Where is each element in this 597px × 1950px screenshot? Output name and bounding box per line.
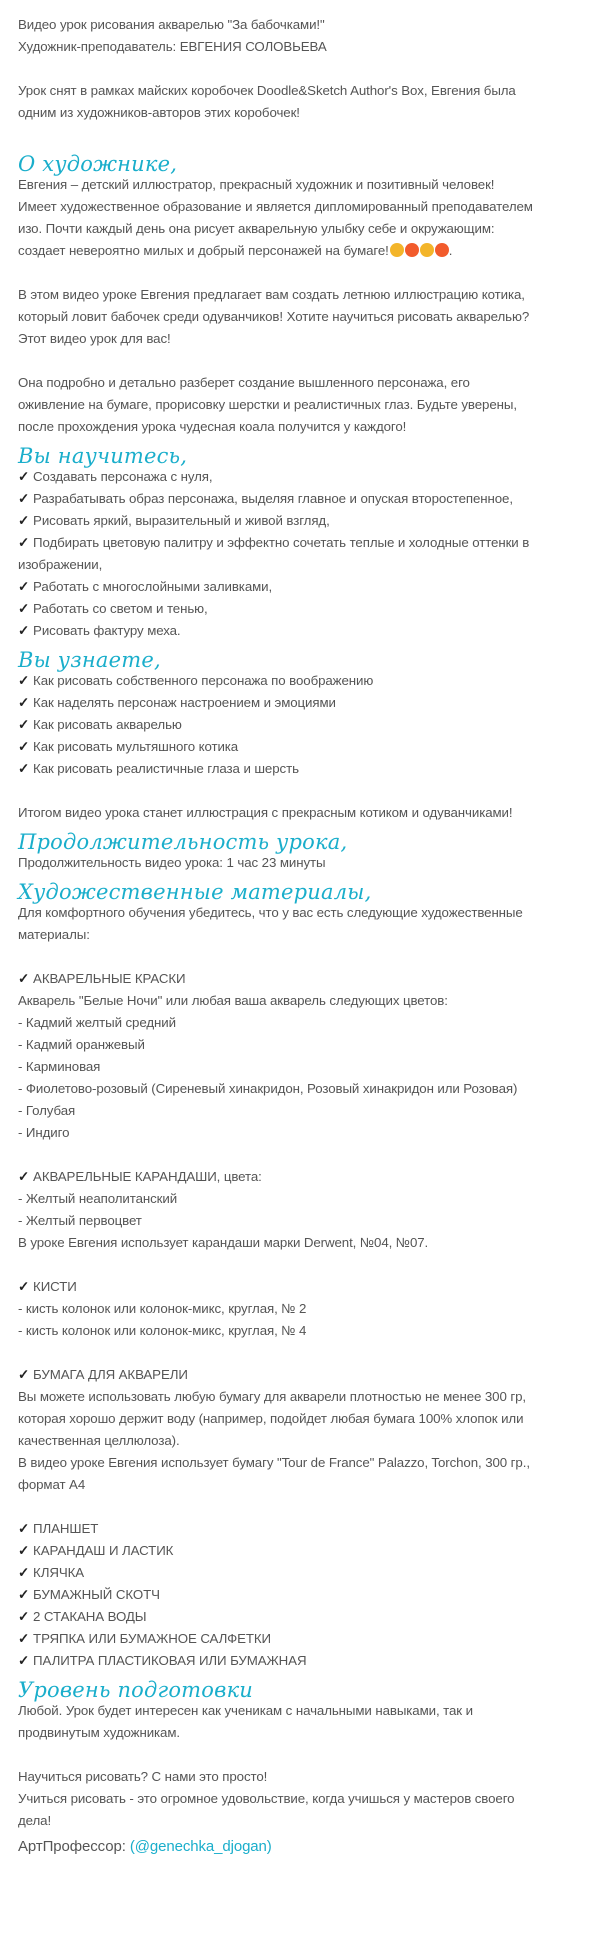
paint-color: - Голубая [18, 1103, 76, 1118]
other-material-text: 2 СТАКАНА ВОДЫ [33, 1609, 147, 1624]
know-item [18, 714, 581, 736]
paper-title [18, 1364, 581, 1386]
learn-item [18, 620, 581, 642]
paper-title-text: БУМАГА ДЛЯ АКВАРЕЛИ [33, 1367, 188, 1382]
about-para2: Этот видео урок для вас! [18, 331, 171, 346]
about-para3: оживление на бумаге, прорисовку шерстки и реалистичных глаз. Будьте уверены, [18, 397, 517, 412]
duration-text: Продолжительность видео урока: 1 час 23 минуты [18, 855, 326, 870]
check-icon: ✓ [18, 491, 30, 506]
paper-line: В видео уроке Евгения использует бумагу "Tour de France" Palazzo, Torchon, 300 гр., [18, 1455, 530, 1470]
check-icon: ✓ [18, 695, 30, 710]
check-icon: ✓ [18, 1587, 30, 1602]
paper-line: формат А4 [18, 1477, 86, 1492]
check-icon: ✓ [18, 1543, 30, 1558]
check-icon: ✓ [18, 601, 30, 616]
heart-eyes-icon [435, 243, 449, 257]
intro-text-2: одним из художников-авторов этих коробочек! [18, 105, 300, 120]
learn-item [18, 598, 581, 620]
learn-item [18, 488, 581, 510]
other-material [18, 1540, 581, 1562]
learn-item [18, 532, 581, 554]
brush-item: - кисть колонок или колонок-микс, круглая, № 2 [18, 1301, 307, 1316]
know-item-text: Как рисовать собственного персонажа по воображению [33, 673, 374, 688]
outro-line: дела! [18, 1813, 52, 1828]
check-icon: ✓ [18, 971, 30, 986]
learn-heading: Вы научитесь, [18, 444, 188, 468]
learn-item-text: Разрабатывать образ персонажа, выделяя главное и опуская второстепенное, [33, 491, 513, 506]
know-heading: Вы узнаете, [18, 648, 161, 672]
other-material [18, 1650, 581, 1672]
know-item-text: Как рисовать акварелью [33, 717, 182, 732]
level-line: продвинутым художникам. [18, 1725, 180, 1740]
materials-intro: материалы: [18, 927, 90, 942]
brush-item: - кисть колонок или колонок-микс, круглая, № 4 [18, 1323, 307, 1338]
other-material-text: БУМАЖНЫЙ СКОТЧ [33, 1587, 160, 1602]
paper-line: которая хорошо держит воду (например, подойдет любая бумага 100% хлопок или [18, 1411, 524, 1426]
brushes-title [18, 1276, 581, 1298]
other-material [18, 1562, 581, 1584]
about-para3: после прохождения урока чудесная коала получится у каждого! [18, 419, 407, 434]
know-item [18, 758, 581, 780]
check-icon: ✓ [18, 1653, 30, 1668]
about-para3: Она подробно и детально разберет создание вышленного персонажа, его [18, 375, 470, 390]
paint-color: - Карминовая [18, 1059, 101, 1074]
other-material-text: ПЛАНШЕТ [33, 1521, 99, 1536]
materials-heading: Художественные материалы, [18, 880, 372, 904]
check-icon: ✓ [18, 1609, 30, 1624]
about-para2: В этом видео уроке Евгения предлагает вам создать летнюю иллюстрацию котика, [18, 287, 525, 302]
thinking-face-icon [390, 243, 404, 257]
check-icon: ✓ [18, 1521, 30, 1536]
about-line: создает невероятно милых и добрый персонажей на бумаге! [18, 243, 389, 258]
learn-item-text: Подбирать цветовую палитру и эффектно сочетать теплые и холодные оттенки в [33, 535, 530, 550]
check-icon: ✓ [18, 469, 30, 484]
other-material [18, 1584, 581, 1606]
pencils-title [18, 1166, 581, 1188]
heart-eyes-icon [405, 243, 419, 257]
check-icon: ✓ [18, 1631, 30, 1646]
check-icon: ✓ [18, 1169, 30, 1184]
outro-line: Учиться рисовать - это огромное удовольствие, когда учишься у мастеров своего [18, 1791, 515, 1806]
know-item [18, 736, 581, 758]
check-icon: ✓ [18, 717, 30, 732]
check-icon: ✓ [18, 739, 30, 754]
know-item [18, 692, 581, 714]
other-material-text: КАРАНДАШ И ЛАСТИК [33, 1543, 174, 1558]
paint-color: - Фиолетово-розовый (Сиреневый хинакридон, Розовый хинакридон или Розовая) [18, 1081, 518, 1096]
intro-title: Видео урок рисования акварелью "За бабочками!" [18, 17, 325, 32]
paper-line: Вы можете использовать любую бумагу для акварели плотностью не менее 300 гр, [18, 1389, 526, 1404]
know-summary: Итогом видео урока станет иллюстрация с прекрасным котиком и одуванчиками! [18, 805, 513, 820]
check-icon: ✓ [18, 1367, 30, 1382]
check-icon: ✓ [18, 673, 30, 688]
duration-heading: Продолжительность урока, [18, 830, 348, 854]
about-para2: который ловит бабочек среди одуванчиков! Хотите научиться рисовать акварелью? [18, 309, 530, 324]
paints-title-text: АКВАРЕЛЬНЫЕ КРАСКИ [33, 971, 186, 986]
paint-color: - Индиго [18, 1125, 70, 1140]
other-material [18, 1606, 581, 1628]
about-line-with-emoji: создает невероятно милых и добрый персонажей на бумаге! . [18, 243, 453, 258]
learn-item-text: Создавать персонажа с нуля, [33, 469, 213, 484]
learn-item [18, 510, 581, 532]
know-item-text: Как наделять персонаж настроением и эмоциями [33, 695, 336, 710]
about-line: изо. Почти каждый день она рисует акварельную улыбку себе и окружающим: [18, 221, 495, 236]
outro-line: Научиться рисовать? С нами это просто! [18, 1769, 268, 1784]
instagram-link[interactable]: (@genechka_djogan) [129, 1838, 272, 1855]
thinking-face-icon [420, 243, 434, 257]
brushes-title-text: КИСТИ [33, 1279, 77, 1294]
check-icon: ✓ [18, 513, 30, 528]
learn-item [18, 466, 581, 488]
intro-text-1: Урок снят в рамках майских коробочек Doodle&Sketch Author's Box, Евгения была [18, 83, 516, 98]
other-material-text: ТРЯПКА ИЛИ БУМАЖНОЕ САЛФЕТКИ [33, 1631, 271, 1646]
paints-desc: Акварель "Белые Ночи" или любая ваша акварель следующих цветов: [18, 993, 448, 1008]
check-icon: ✓ [18, 1279, 30, 1294]
pencils-title-text: АКВАРЕЛЬНЫЕ КАРАНДАШИ, цвета: [33, 1169, 262, 1184]
about-line: Имеет художественное образование и является дипломированный преподавателем [18, 199, 533, 214]
know-item-text: Как рисовать реалистичные глаза и шерсть [33, 761, 299, 776]
intro-teacher: Художник-преподаватель: ЕВГЕНИЯ СОЛОВЬЕВА [18, 39, 327, 54]
paints-title [18, 968, 581, 990]
paint-color: - Кадмий оранжевый [18, 1037, 145, 1052]
check-icon: ✓ [18, 623, 30, 638]
signature [18, 1836, 581, 1858]
level-heading: Уровень подготовки [18, 1678, 254, 1702]
paper-line: качественная целлюлоза). [18, 1433, 180, 1448]
other-material-text: ПАЛИТРА ПЛАСТИКОВАЯ ИЛИ БУМАЖНАЯ [33, 1653, 307, 1668]
learn-item-continuation: изображении, [18, 557, 103, 572]
other-material-text: КЛЯЧКА [33, 1565, 84, 1580]
learn-item-text: Работать с многослойными заливками, [33, 579, 273, 594]
check-icon: ✓ [18, 535, 30, 550]
pencil-color: - Желтый неаполитанский [18, 1191, 178, 1206]
paint-color: - Кадмий желтый средний [18, 1015, 176, 1030]
about-line: Евгения – детский иллюстратор, прекрасный художник и позитивный человек! [18, 177, 495, 192]
pencil-color: - Желтый первоцвет [18, 1213, 142, 1228]
check-icon: ✓ [18, 1565, 30, 1580]
other-material [18, 1628, 581, 1650]
learn-item [18, 576, 581, 598]
other-material [18, 1518, 581, 1540]
learn-item-text: Рисовать фактуру меха. [33, 623, 181, 638]
know-item-text: Как рисовать мультяшного котика [33, 739, 239, 754]
check-icon: ✓ [18, 761, 30, 776]
materials-intro: Для комфортного обучения убедитесь, что у вас есть следующие художественные [18, 905, 523, 920]
level-line: Любой. Урок будет интересен как ученикам с начальными навыками, так и [18, 1703, 473, 1718]
about-heading: О художнике, [18, 152, 178, 176]
learn-item-text: Работать со светом и тенью, [33, 601, 208, 616]
signature-label: АртПрофессор: [18, 1838, 130, 1855]
learn-item-text: Рисовать яркий, выразительный и живой взгляд, [33, 513, 330, 528]
pencils-note: В уроке Евгения использует карандаши марки Derwent, №04, №07. [18, 1235, 429, 1250]
check-icon: ✓ [18, 579, 30, 594]
know-item [18, 670, 581, 692]
